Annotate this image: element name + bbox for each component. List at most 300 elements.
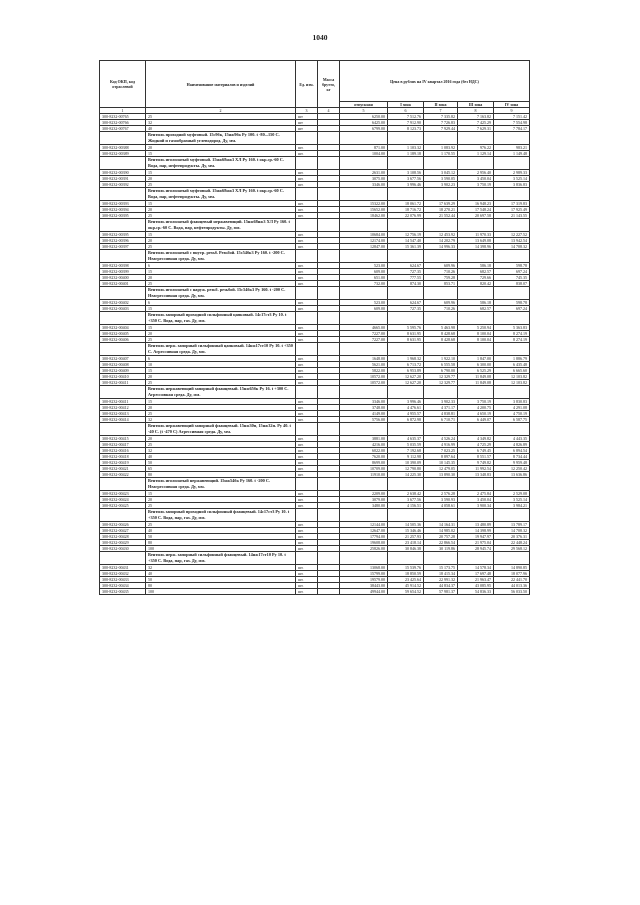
cell-code: 300-8232-00408 bbox=[100, 362, 146, 368]
cell-unit: шт. bbox=[296, 448, 318, 454]
cell-price-zone-3: 586.18 bbox=[458, 263, 494, 269]
cell-price-release: 651.00 bbox=[340, 275, 388, 281]
cell-unit-empty bbox=[296, 312, 318, 325]
cell-price-release: 5822.00 bbox=[340, 368, 388, 374]
cell-price-zone-2: 853.71 bbox=[424, 281, 458, 287]
cell-price-release: 10684.00 bbox=[340, 232, 388, 238]
cell-price-release: 12144.00 bbox=[340, 522, 388, 528]
cell-code: 300-8232-00424 bbox=[100, 497, 146, 503]
cell-size: 15 bbox=[146, 170, 296, 176]
cell-price-zone-4: 56 033.50 bbox=[494, 589, 530, 595]
cell-code: 300-8232-00419 bbox=[100, 460, 146, 466]
cell-code: 300-8232-00409 bbox=[100, 368, 146, 374]
cell-price-release: 17794.00 bbox=[340, 534, 388, 540]
cell-price-empty bbox=[340, 219, 388, 232]
cell-mass-empty bbox=[318, 509, 340, 522]
cell-unit: шт. bbox=[296, 583, 318, 589]
cell-price-release: 523.00 bbox=[340, 300, 388, 306]
cell-unit: шт. bbox=[296, 374, 318, 380]
cell-price-zone-3: 4 650.19 bbox=[458, 411, 494, 417]
cell-price-zone-2: 14 985.02 bbox=[424, 528, 458, 534]
column-number: 5 bbox=[340, 108, 388, 114]
cell-size: 40 bbox=[146, 454, 296, 460]
cell-price-zone-2: 710.26 bbox=[424, 306, 458, 312]
column-number: 6 bbox=[388, 108, 424, 114]
cell-unit: шт. bbox=[296, 546, 318, 552]
page-number: 1040 bbox=[312, 33, 328, 42]
cell-price-zone-4: 6 587.75 bbox=[494, 417, 530, 423]
cell-unit: шт. bbox=[296, 540, 318, 546]
cell-code: 300-8232-00388 bbox=[100, 145, 146, 151]
cell-code: 300-8232-00416 bbox=[100, 448, 146, 454]
cell-size: 25 bbox=[146, 522, 296, 528]
cell-price-zone-2: 44 834.37 bbox=[424, 583, 458, 589]
cell-size: 20 bbox=[146, 275, 296, 281]
cell-code: 300-8232-00391 bbox=[100, 176, 146, 182]
cell-price-empty bbox=[494, 250, 530, 263]
cell-price-zone-2: 7 023.25 bbox=[424, 448, 458, 454]
cell-size: 25 bbox=[146, 281, 296, 287]
cell-price-zone-4: 3 525.14 bbox=[494, 176, 530, 182]
cell-price-zone-4: 4 291.08 bbox=[494, 405, 530, 411]
cell-price-zone-3: 820.42 bbox=[458, 281, 494, 287]
cell-price-zone-4: 12 227.52 bbox=[494, 232, 530, 238]
cell-price-zone-2: 759.28 bbox=[424, 275, 458, 281]
cell-price-zone-2: 13 890.30 bbox=[424, 472, 458, 478]
cell-price-empty bbox=[388, 386, 424, 399]
cell-size: 15 bbox=[146, 399, 296, 405]
cell-price-zone-4: 14 708.32 bbox=[494, 528, 530, 534]
cell-unit: шт. bbox=[296, 232, 318, 238]
cell-price-zone-2: 6 710.71 bbox=[424, 417, 458, 423]
cell-price-zone-3: 682.57 bbox=[458, 306, 494, 312]
cell-size: 6 bbox=[146, 356, 296, 362]
cell-code-empty bbox=[100, 188, 146, 201]
cell-code: 300-8232-00415 bbox=[100, 436, 146, 442]
group-heading-row bbox=[100, 423, 530, 436]
cell-price-zone-1: 9 112.98 bbox=[388, 454, 424, 460]
cell-price-zone-4: 9 959.48 bbox=[494, 460, 530, 466]
table-row bbox=[100, 589, 530, 595]
group-name: Вентиль игольчатый с наруж. резьб. резьбой. 15с54бк3 Ру 160. t -200 С. Неагрессивная среда. Ду, мм. bbox=[146, 287, 296, 300]
cell-price-zone-2: 1 170.55 bbox=[424, 151, 458, 157]
cell-price-empty bbox=[458, 552, 494, 565]
cell-price-zone-1: 3 996.46 bbox=[388, 182, 424, 188]
cell-price-empty bbox=[494, 386, 530, 399]
cell-price-zone-4: 745.35 bbox=[494, 275, 530, 281]
cell-price-zone-1: 624.67 bbox=[388, 263, 424, 269]
cell-mass-empty bbox=[318, 287, 340, 300]
cell-price-zone-3: 17 697.48 bbox=[458, 571, 494, 577]
cell-price-release: 609.00 bbox=[340, 306, 388, 312]
cell-price-zone-3: 4 200.75 bbox=[458, 405, 494, 411]
cell-size: 40 bbox=[146, 126, 296, 132]
cell-price-zone-4: 3 836.83 bbox=[494, 182, 530, 188]
cell-code: 300-8232-00422 bbox=[100, 472, 146, 478]
cell-price-zone-4: 598.78 bbox=[494, 300, 530, 306]
cell-price-zone-3: 4 725.29 bbox=[458, 442, 494, 448]
group-heading-row bbox=[100, 287, 530, 300]
cell-price-empty bbox=[340, 132, 388, 145]
cell-size: 20 bbox=[146, 436, 296, 442]
group-heading-row bbox=[100, 312, 530, 325]
cell-price-zone-4: 6 435.48 bbox=[494, 362, 530, 368]
cell-price-zone-4: 29 568.12 bbox=[494, 546, 530, 552]
cell-price-empty bbox=[458, 386, 494, 399]
cell-price-release: 10572.00 bbox=[340, 380, 388, 386]
cell-price-zone-1: 18 850.59 bbox=[388, 571, 424, 577]
cell-price-zone-1: 15 361.39 bbox=[388, 244, 424, 250]
cell-unit: шт. bbox=[296, 491, 318, 497]
cell-code-empty bbox=[100, 478, 146, 491]
cell-code: 300-8232-00406 bbox=[100, 337, 146, 343]
cell-unit: шт. bbox=[296, 460, 318, 466]
cell-size: 6 bbox=[146, 300, 296, 306]
cell-price-zone-1: 5 595.76 bbox=[388, 325, 424, 331]
cell-price-zone-3: 976.22 bbox=[458, 145, 494, 151]
cell-price-empty bbox=[340, 552, 388, 565]
cell-unit: шт. bbox=[296, 589, 318, 595]
cell-code: 300-8232-00765 bbox=[100, 114, 146, 120]
cell-price-zone-1: 874.30 bbox=[388, 281, 424, 287]
cell-unit: шт. bbox=[296, 145, 318, 151]
cell-price-empty bbox=[424, 250, 458, 263]
cell-mass-empty bbox=[318, 188, 340, 201]
cell-price-release: 4149.00 bbox=[340, 411, 388, 417]
cell-size: 25 bbox=[146, 503, 296, 509]
cell-unit-empty bbox=[296, 287, 318, 300]
cell-price-empty bbox=[424, 478, 458, 491]
cell-size: 25 bbox=[146, 213, 296, 219]
cell-price-empty bbox=[458, 312, 494, 325]
cell-unit: шт. bbox=[296, 466, 318, 472]
cell-price-zone-4: 697.24 bbox=[494, 269, 530, 275]
cell-price-zone-3: 11 992.54 bbox=[458, 466, 494, 472]
cell-price-release: 25826.00 bbox=[340, 546, 388, 552]
cell-price-zone-2: 12 453.92 bbox=[424, 232, 458, 238]
cell-unit: шт. bbox=[296, 534, 318, 540]
cell-price-zone-1: 12 627.20 bbox=[388, 374, 424, 380]
cell-price-zone-2: 3 590.05 bbox=[424, 176, 458, 182]
cell-price-release: 7227.00 bbox=[340, 331, 388, 337]
table-header-row bbox=[100, 61, 530, 102]
cell-price-release: 871.00 bbox=[340, 145, 388, 151]
group-name: Вентиль игольчатый муфтовый. 15нж68нж3 ХЛ Ру 160. t окр.ср.-60 С. Вода, пар, нефтепродукты. Ду, мм. bbox=[146, 157, 296, 170]
cell-price-zone-3: 28 945.74 bbox=[458, 546, 494, 552]
group-heading-row bbox=[100, 250, 530, 263]
cell-price-zone-2: 12 479.05 bbox=[424, 466, 458, 472]
cell-price-zone-2: 1 922.10 bbox=[424, 356, 458, 362]
cell-size: 25 bbox=[146, 337, 296, 343]
group-heading-row bbox=[100, 219, 530, 232]
cell-unit: шт. bbox=[296, 362, 318, 368]
cell-code-empty bbox=[100, 423, 146, 436]
cell-price-empty bbox=[424, 219, 458, 232]
cell-mass-empty bbox=[318, 386, 340, 399]
cell-size: 6 bbox=[146, 263, 296, 269]
cell-price-empty bbox=[494, 287, 530, 300]
cell-price-empty bbox=[340, 287, 388, 300]
cell-size: 25 bbox=[146, 442, 296, 448]
column-number: 7 bbox=[424, 108, 458, 114]
cell-unit: шт. bbox=[296, 405, 318, 411]
cell-price-zone-1: 727.35 bbox=[388, 269, 424, 275]
cell-size: 20 bbox=[146, 176, 296, 182]
cell-unit-empty bbox=[296, 132, 318, 145]
cell-price-zone-1: 4 476.61 bbox=[388, 405, 424, 411]
cell-price-zone-3: 2 956.40 bbox=[458, 170, 494, 176]
cell-price-zone-2: 710.26 bbox=[424, 269, 458, 275]
cell-price-zone-2: 8 428.68 bbox=[424, 331, 458, 337]
cell-unit: шт. bbox=[296, 522, 318, 528]
cell-price-release: 1648.00 bbox=[340, 356, 388, 362]
cell-price-zone-2: 3 902.23 bbox=[424, 182, 458, 188]
cell-code: 300-8232-00767 bbox=[100, 126, 146, 132]
cell-price-zone-2: 609.96 bbox=[424, 300, 458, 306]
cell-unit-empty bbox=[296, 157, 318, 170]
cell-price-zone-1: 1 189.18 bbox=[388, 151, 424, 157]
cell-unit: шт. bbox=[296, 151, 318, 157]
cell-price-empty bbox=[494, 312, 530, 325]
cell-price-empty bbox=[458, 509, 494, 522]
cell-price-release: 2631.00 bbox=[340, 170, 388, 176]
cell-price-zone-3: 14 578.34 bbox=[458, 565, 494, 571]
column-number: 4 bbox=[318, 108, 340, 114]
cell-code: 300-8232-00421 bbox=[100, 466, 146, 472]
cell-size: 32 bbox=[146, 417, 296, 423]
cell-price-empty bbox=[458, 423, 494, 436]
cell-price-release: 1004.00 bbox=[340, 151, 388, 157]
cell-code: 300-8232-00407 bbox=[100, 356, 146, 362]
cell-price-zone-3: 1 129.14 bbox=[458, 151, 494, 157]
group-name: Вентиль нержавеющий запорный фланцевый. 15нж65бк Ру 16. t +300 С. Агрессивная среда. Ду, мм. bbox=[146, 386, 296, 399]
cell-price-zone-2: 8 428.68 bbox=[424, 337, 458, 343]
cell-price-zone-3: 729.66 bbox=[458, 275, 494, 281]
cell-code: 300-8232-00432 bbox=[100, 571, 146, 577]
cell-code-empty bbox=[100, 219, 146, 232]
cell-price-zone-1: 14 225.30 bbox=[388, 472, 424, 478]
cell-price-zone-1: 727.35 bbox=[388, 306, 424, 312]
cell-price-release: 4665.00 bbox=[340, 325, 388, 331]
cell-unit: шт bbox=[296, 126, 318, 132]
cell-price-empty bbox=[424, 132, 458, 145]
cell-price-zone-4: 13 789.17 bbox=[494, 522, 530, 528]
cell-unit: шт. bbox=[296, 275, 318, 281]
cell-code: 300-8232-00423 bbox=[100, 491, 146, 497]
cell-code-empty bbox=[100, 552, 146, 565]
cell-code: 300-8232-00389 bbox=[100, 151, 146, 157]
cell-code: 300-8232-00430 bbox=[100, 546, 146, 552]
group-name: Вентиль игольчатый муфтовый. 15нж68нж3 ХЛ Ру 160. t окр.ср.-60 С. Вода, пар, нефтепродукты. Ду, мм. bbox=[146, 188, 296, 201]
cell-price-release: 3075.00 bbox=[340, 176, 388, 182]
column-number: 2 bbox=[146, 108, 296, 114]
cell-price-empty bbox=[458, 157, 494, 170]
cell-unit: шт. bbox=[296, 182, 318, 188]
cell-price-zone-1: 6 953.89 bbox=[388, 368, 424, 374]
cell-unit: шт bbox=[296, 114, 318, 120]
cell-price-release: 15799.00 bbox=[340, 571, 388, 577]
header-zone-3: III зона bbox=[458, 102, 494, 108]
cell-size: 15 bbox=[146, 201, 296, 207]
cell-price-zone-1: 4 955.57 bbox=[388, 411, 424, 417]
cell-code-empty bbox=[100, 509, 146, 522]
cell-price-zone-3: 586.18 bbox=[458, 300, 494, 306]
cell-code: 300-8232-00414 bbox=[100, 417, 146, 423]
cell-code: 300-8232-00395 bbox=[100, 232, 146, 238]
cell-price-empty bbox=[458, 132, 494, 145]
cell-code: 300-8232-00390 bbox=[100, 170, 146, 176]
cell-price-empty bbox=[340, 157, 388, 170]
cell-price-zone-1: 4 635.37 bbox=[388, 436, 424, 442]
cell-price-zone-1: 18 716.72 bbox=[388, 207, 424, 213]
cell-price-zone-4: 18 077.96 bbox=[494, 571, 530, 577]
cell-price-zone-4: 1 149.48 bbox=[494, 151, 530, 157]
group-name: Вентиль запорный проходной сильфонный фланцевый. 14с17ст3 Ру 10. t +350 С. Вода, пар, газ. Ду, мм. bbox=[146, 509, 296, 522]
group-heading-row bbox=[100, 188, 530, 201]
header-zone-1: I зона bbox=[388, 102, 424, 108]
cell-price-zone-3: 682.57 bbox=[458, 269, 494, 275]
cell-size: 32 bbox=[146, 448, 296, 454]
cell-price-release: 6425.00 bbox=[340, 120, 388, 126]
cell-price-zone-4: 4 750.19 bbox=[494, 411, 530, 417]
cell-price-zone-2: 7 726.83 bbox=[424, 120, 458, 126]
header-reporting: отпускная bbox=[340, 102, 388, 108]
cell-price-zone-3: 6 449.07 bbox=[458, 417, 494, 423]
cell-code: 300-8232-00411 bbox=[100, 380, 146, 386]
cell-code: 300-8232-00403 bbox=[100, 306, 146, 312]
group-name: Вентиль нерж. запорный сильфонный цапковый. 14нж17ст10 Ру 10. t +350 С. Агрессивная среда. Ду, мм. bbox=[146, 343, 296, 356]
cell-unit: шт. bbox=[296, 337, 318, 343]
group-heading-row bbox=[100, 552, 530, 565]
cell-price-zone-2: 8 897.64 bbox=[424, 454, 458, 460]
cell-price-zone-3: 8 100.04 bbox=[458, 337, 494, 343]
group-heading-row bbox=[100, 343, 530, 356]
header-name: Наименование материалов и изделий bbox=[146, 61, 296, 108]
cell-price-zone-4: 2 989.33 bbox=[494, 170, 530, 176]
cell-unit: шт. bbox=[296, 571, 318, 577]
group-heading-row bbox=[100, 386, 530, 399]
cell-price-empty bbox=[340, 250, 388, 263]
column-number: 8 bbox=[458, 108, 494, 114]
cell-size: 100 bbox=[146, 546, 296, 552]
cell-price-zone-1: 15 539.76 bbox=[388, 565, 424, 571]
cell-price-zone-2: 21 552.44 bbox=[424, 213, 458, 219]
cell-price-zone-2: 5 463.98 bbox=[424, 325, 458, 331]
cell-price-release: 10709.00 bbox=[340, 466, 388, 472]
cell-code: 300-8232-00397 bbox=[100, 244, 146, 250]
cell-price-release: 7620.00 bbox=[340, 454, 388, 460]
cell-code: 300-8232-00413 bbox=[100, 411, 146, 417]
cell-price-zone-2: 3 902.33 bbox=[424, 399, 458, 405]
cell-price-release: 12174.00 bbox=[340, 238, 388, 244]
cell-code: 300-8232-00434 bbox=[100, 583, 146, 589]
cell-price-empty bbox=[388, 132, 424, 145]
cell-size: 15 bbox=[146, 491, 296, 497]
cell-price-zone-4: 8 734.44 bbox=[494, 454, 530, 460]
cell-price-zone-2: 3 045.12 bbox=[424, 170, 458, 176]
cell-price-empty bbox=[388, 287, 424, 300]
cell-price-release: 13068.00 bbox=[340, 565, 388, 571]
cell-code: 300-8232-00396 bbox=[100, 238, 146, 244]
cell-unit: шт. bbox=[296, 306, 318, 312]
cell-price-zone-4: 7 554.98 bbox=[494, 120, 530, 126]
cell-price-zone-2: 12 329.77 bbox=[424, 380, 458, 386]
cell-code-empty bbox=[100, 157, 146, 170]
cell-size: 15 bbox=[146, 269, 296, 275]
cell-price-zone-2: 3 590.93 bbox=[424, 497, 458, 503]
cell-unit: шт. bbox=[296, 176, 318, 182]
cell-unit-empty bbox=[296, 343, 318, 356]
cell-price-zone-3: 4 349.82 bbox=[458, 436, 494, 442]
cell-price-empty bbox=[424, 157, 458, 170]
cell-unit: шт. bbox=[296, 331, 318, 337]
cell-unit: шт. bbox=[296, 269, 318, 275]
cell-price-zone-4: 983.21 bbox=[494, 145, 530, 151]
cell-code: 300-8232-00392 bbox=[100, 182, 146, 188]
cell-price-release: 15322.00 bbox=[340, 201, 388, 207]
cell-unit: шт. bbox=[296, 565, 318, 571]
cell-code: 300-8232-00766 bbox=[100, 120, 146, 126]
column-number: 3 bbox=[296, 108, 318, 114]
cell-code: 300-8232-00393 bbox=[100, 201, 146, 207]
cell-unit: шт. bbox=[296, 577, 318, 583]
cell-price-zone-2: 6 555.58 bbox=[424, 362, 458, 368]
cell-price-zone-4: 1 886.79 bbox=[494, 356, 530, 362]
cell-size: 80 bbox=[146, 540, 296, 546]
cell-code: 300-8232-00411 bbox=[100, 399, 146, 405]
cell-code: 300-8232-00429 bbox=[100, 540, 146, 546]
cell-price-zone-3: 21 975.04 bbox=[458, 540, 494, 546]
cell-price-release: 18462.00 bbox=[340, 213, 388, 219]
cell-price-zone-1: 5 035.59 bbox=[388, 442, 424, 448]
cell-mass-empty bbox=[318, 250, 340, 263]
cell-price-zone-1: 3 677.56 bbox=[388, 176, 424, 182]
cell-price-release: 2209.00 bbox=[340, 491, 388, 497]
cell-price-empty bbox=[424, 423, 458, 436]
cell-price-empty bbox=[424, 509, 458, 522]
cell-price-zone-1: 6 872.98 bbox=[388, 417, 424, 423]
cell-mass-empty bbox=[318, 423, 340, 436]
cell-code: 300-8232-00418 bbox=[100, 454, 146, 460]
cell-price-zone-3: 21 963.47 bbox=[458, 577, 494, 583]
cell-price-zone-1: 7 192.68 bbox=[388, 448, 424, 454]
header-zone-2: II зона bbox=[424, 102, 458, 108]
cell-size: 100 bbox=[146, 589, 296, 595]
cell-price-zone-3: 5 250.94 bbox=[458, 325, 494, 331]
cell-price-zone-2: 30 119.86 bbox=[424, 546, 458, 552]
cell-price-zone-2: 57 981.37 bbox=[424, 589, 458, 595]
cell-price-zone-3: 6 525.29 bbox=[458, 368, 494, 374]
cell-price-zone-3: 6 300.00 bbox=[458, 362, 494, 368]
cell-price-zone-4: 838.07 bbox=[494, 281, 530, 287]
cell-price-release: 38443.00 bbox=[340, 583, 388, 589]
cell-code: 300-8232-00401 bbox=[100, 281, 146, 287]
cell-code: 300-8232-00410 bbox=[100, 374, 146, 380]
cell-code: 300-8232-00404 bbox=[100, 325, 146, 331]
cell-price-zone-2: 22 866.54 bbox=[424, 540, 458, 546]
cell-size: 15 bbox=[146, 368, 296, 374]
cell-price-zone-1: 2 638.42 bbox=[388, 491, 424, 497]
cell-mass bbox=[318, 589, 340, 595]
cell-price-zone-3: 3 750.19 bbox=[458, 399, 494, 405]
cell-price-zone-3: 8 100.04 bbox=[458, 331, 494, 337]
cell-price-release: 19608.00 bbox=[340, 540, 388, 546]
cell-price-zone-1: 21 257.93 bbox=[388, 534, 424, 540]
cell-price-zone-3: 6 749.45 bbox=[458, 448, 494, 454]
cell-unit: шт. bbox=[296, 201, 318, 207]
cell-price-zone-1: 12 756.19 bbox=[388, 232, 424, 238]
cell-price-empty bbox=[458, 343, 494, 356]
